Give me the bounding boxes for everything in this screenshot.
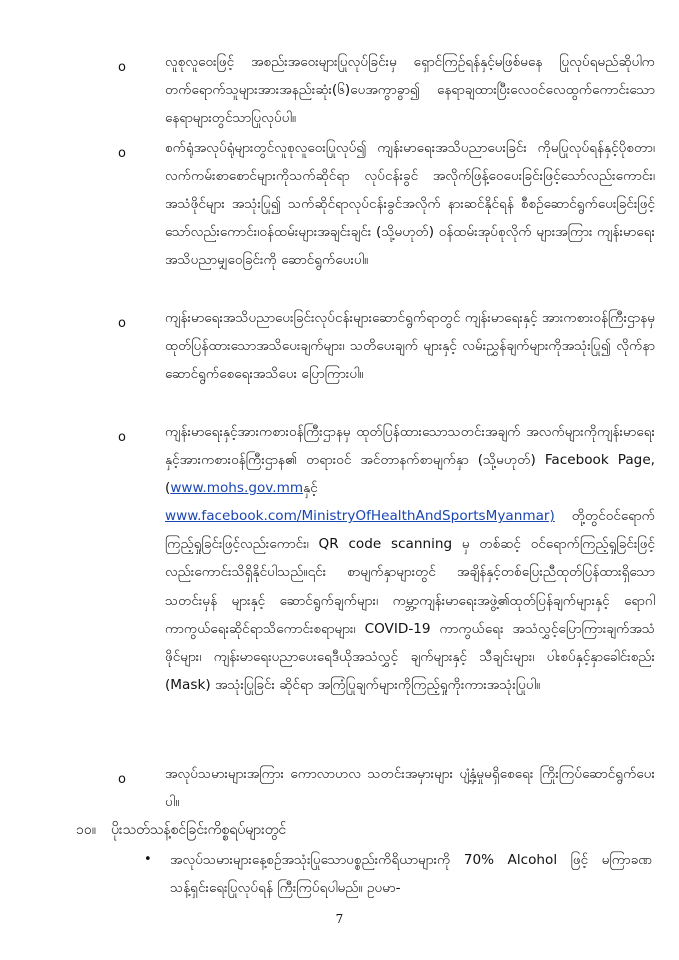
paragraph-text-segment: ကျန်းမာရေးနှင့်အားကစားဝန်ကြီးဌာနမှ ထုတ်ပြန်ထားသောသတင်းအချက် အလက်များကိုကျန်းမာရေးနှင့်အားကစားဝန်ကြီးဌာန၏ တရားဝင် အင်တာနက်စာမျက်နှာ (သို့မဟုတ်) Facebook Page, ( (165, 424, 655, 497)
section-title: ပိုးသတ်သန့်စင်ခြင်းကိစ္စရပ်များတွင် (111, 822, 287, 838)
section-heading (76, 816, 636, 844)
page-number: 7 (335, 912, 344, 926)
paragraph-text: ကျန်းမာရေးအသိပညာပေးခြင်းလုပ်ငန်းများဆောင်ရွက်ရာတွင် ကျန်းမာရေးနှင့် အားကစားဝန်ကြီးဌာနမှ ထုတ်ပြန်ထားသောအသိပေးချက်များ၊ သတိပေးချက် များနှင့် လမ်းညွှန်ချက်များကိုအသုံးပြု၍ လိုက်နာဆောင်ရွက်စေရေးအသိပေး ပြောကြားပါ။ (165, 310, 655, 383)
circle-bullet-icon: o (118, 430, 126, 445)
paragraph-text: စက်ရုံအလုပ်ရုံများတွင်လူစုလူဝေးပြုလုပ်၍ ကျန်းမာရေးအသိပညာပေးခြင်း ကိုမပြုလုပ်ရန်နှင့်ပိုစတာ၊လက်ကမ်းစာစောင်များကိုသက်ဆိုင်ရာ လုပ်ငန်းခွင် အလိုက်ဖြန့်ဝေပေးခြင်းဖြင့်သော်လည်းကောင်း၊ အသံဖိုင်များ အသုံးပြု၍ သက်ဆိုင်ရာလုပ်ငန်းခွင်အလိုက် နားဆင်နိုင်ရန် စီစဉ်ဆောင်ရွက်ပေးခြင်းဖြင့် သော်လည်းကောင်း၊ဝန်ထမ်းများအချင်းချင်း (သို့မဟုတ်) ဝန်ထမ်းအုပ်စုလိုက် များအကြား ကျန်းမာရေးအသိပညာမျှဝေခြင်းကို ဆောင်ရွက်ပေးပါ။ (165, 140, 655, 269)
section-number: ၁၀။ (76, 822, 96, 838)
paragraph-text (165, 418, 655, 699)
paragraph-text: အလုပ်သမားများအကြား ကောလာဟလ သတင်းအမှားများ ပျံ့နှံ့မှုမရှိစေရေး ကြိုးကြပ်ဆောင်ရွက်ပေးပါ။ (165, 766, 655, 811)
facebook-page-link[interactable]: www.facebook.com/MinistryOfHealthAndSportsMyanmar) (165, 508, 555, 525)
circle-bullet-icon: o (118, 772, 126, 787)
paragraph-text-segment: နှင့် (303, 480, 318, 497)
paragraph-text-segment: တို့တွင်ဝင်ရောက်ကြည့်ရှုခြင်းဖြင့်လည်းကောင်း၊ QR code scanning မှ တစ်ဆင့် ဝင်ရောက်ကြည့်ရှုခြင်းဖြင့်လည်းကောင်းသိရှိနိုင်ပါသည်။၎င်း စာမျက်နှာများတွင် အချိန်နှင့်တစ်ပြေးညီထုတ်ပြန်ထားရှိသောသတင်းမှန် များနှင့် ဆောင်ရွက်ချက်များ၊ ကမ္ဘာ့ကျန်းမာရေးအဖွဲ့၏ထုတ်ပြန်ချက်များနှင့် ရောဂါကာကွယ်ရေးဆိုင်ရာသိကောင်းစရာများ၊ COVID-19 ကာကွယ်ရေး အသံလွှင့်ပြောကြားချက်အသံဖိုင်များ၊ ကျန်းမာရေးပညာပေးရေဒီယိုအသံလွှင့် ချက်များနှင့် သီချင်းများ၊ ပါးစပ်နှင့်နှာခေါင်းစည်း (Mask) အသုံးပြုခြင်း ဆိုင်ရာ အကြံပြုချက်များကိုကြည့်ရှုကိုးကားအသုံးပြုပါ။ (165, 508, 655, 693)
circle-bullet-icon: o (118, 60, 126, 75)
circle-bullet-icon: o (118, 316, 126, 331)
paragraph-text: အလုပ်သမားများနေ့စဉ်အသုံးပြုသောပစ္စည်းကိရိယာများကို 70% Alcohol ဖြင့် မကြာခဏသန့်ရှင်းရေးပြုလုပ်ရန် ကြီးကြပ်ရပါမည်။ ဥပမာ- (170, 852, 652, 897)
bullet-icon: • (144, 852, 152, 867)
mohs-website-link[interactable]: www.mohs.gov.mm (170, 480, 304, 497)
paragraph-text: လူစုလူဝေးဖြင့် အစည်းအဝေးများပြုလုပ်ခြင်းမှ ရှောင်ကြဉ်ရန်နှင့်မဖြစ်မနေ ပြုလုပ်ရမည်ဆိုပါကတက်ရောက်သူများအားအနည်းဆုံး(၆)ပေအကွာခွာ၍ နေရာချထားပြီးလေဝင်လေထွက်ကောင်းသောနေရာများတွင်သာပြုလုပ်ပါ။ (165, 54, 655, 127)
circle-bullet-icon: o (118, 146, 126, 161)
